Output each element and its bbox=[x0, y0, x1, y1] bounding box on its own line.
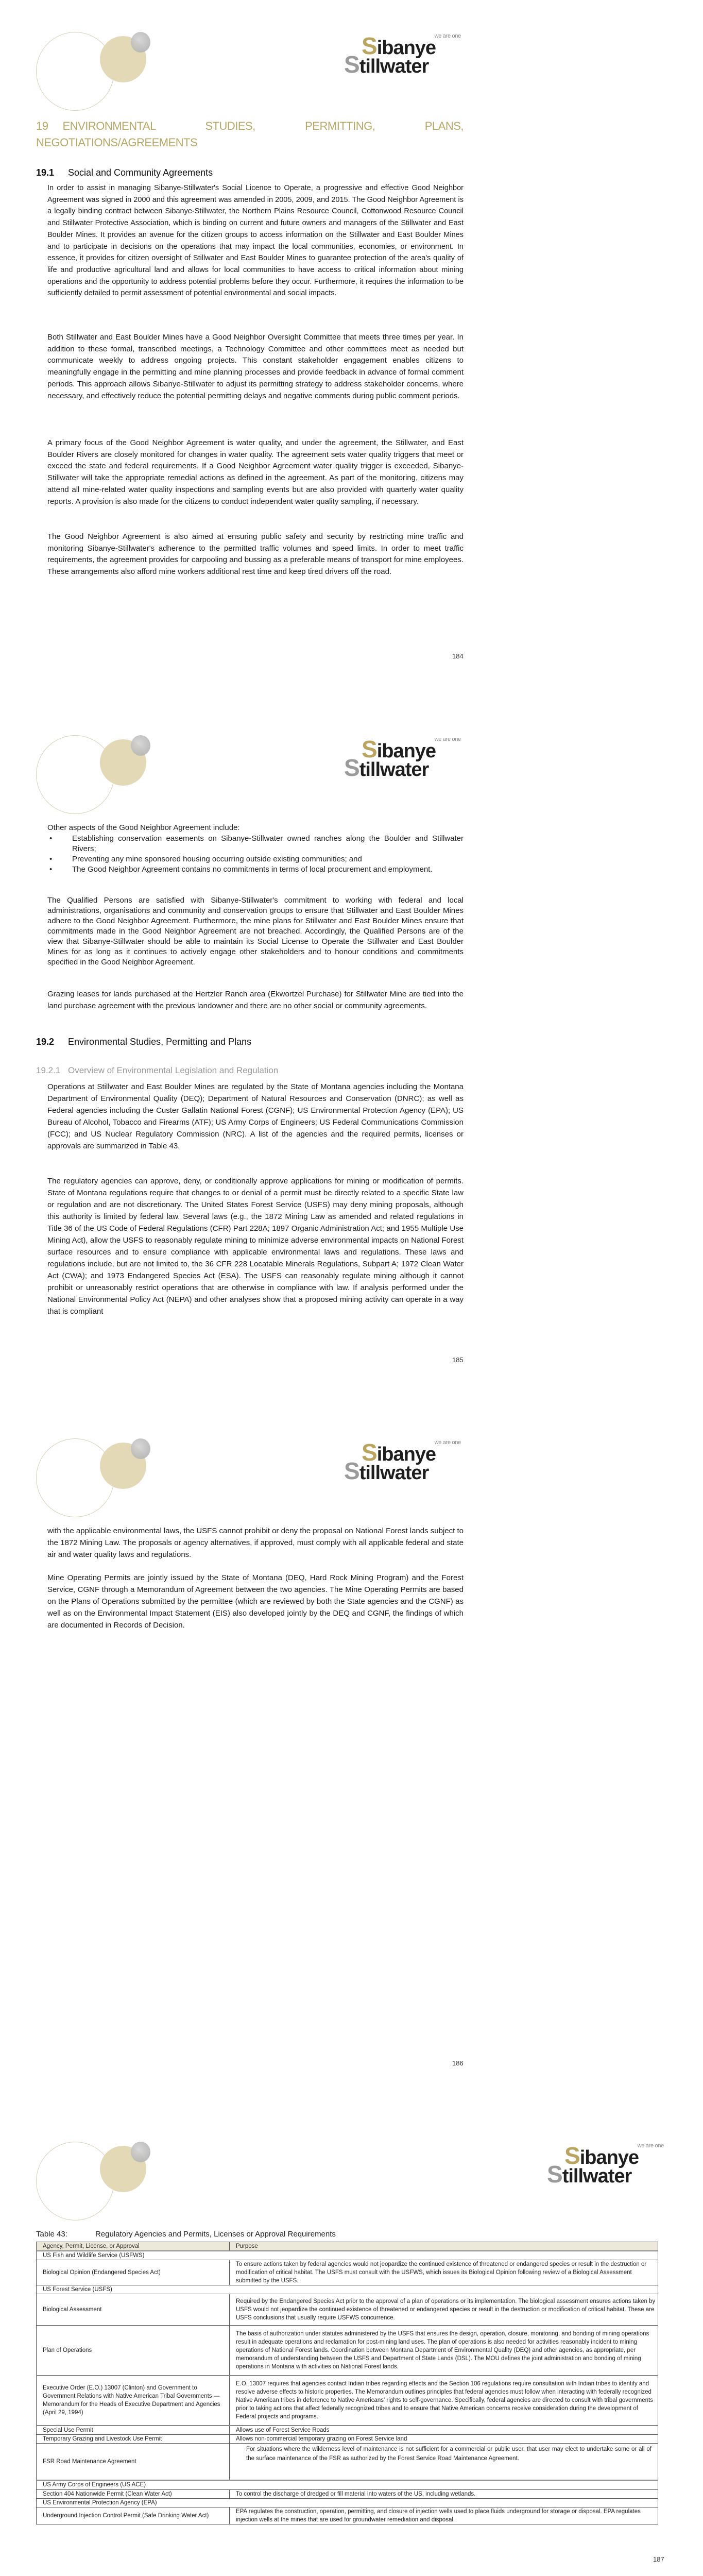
chapter-heading bbox=[36, 118, 464, 151]
logo-word: ibanye bbox=[579, 2147, 639, 2168]
logo-word: ibanye bbox=[376, 37, 436, 59]
permit-purpose: Allows non-commercial temporary grazing on Forest Service land bbox=[230, 2434, 658, 2443]
permit-name: Biological Opinion (Endangered Species Act) bbox=[37, 2260, 230, 2285]
section-heading bbox=[36, 166, 213, 179]
logo-word: tillwater bbox=[359, 1462, 429, 1484]
page-187 bbox=[0, 2110, 703, 2568]
permit-name: Underground Injection Control Permit (Safe Drinking Water Act) bbox=[37, 2507, 230, 2524]
permit-name: Plan of Operations bbox=[37, 2326, 230, 2376]
paragraph: with the applicable environmental laws, the USFS cannot prohibit or deny the proposal on National Forest lands subject to the 1872 Mining Law. The proposals or agency alternatives, if approved, must comply with all applicable federal and state air and water quality laws and regulations. bbox=[47, 1527, 464, 1559]
permit-name: Section 404 Nationwide Permit (Clean Water Act) bbox=[37, 2489, 230, 2498]
company-logo bbox=[344, 732, 465, 779]
bullet-icon: • bbox=[49, 834, 53, 843]
permit-name: Temporary Grazing and Livestock Use Permit bbox=[37, 2434, 230, 2443]
column-header: Purpose bbox=[230, 2242, 658, 2251]
chapter-number: 19 bbox=[36, 120, 48, 132]
logo-initial: S bbox=[564, 2142, 580, 2169]
agency-name: US Forest Service (USFS) bbox=[37, 2285, 658, 2294]
agency-name: US Army Corps of Engineers (US ACE) bbox=[37, 2480, 658, 2489]
logo-word: tillwater bbox=[359, 56, 429, 77]
permit-purpose: EPA regulates the construction, operation, permitting, and closure of injection wells used to place fluids underground for storage or disposal. EPA regulates injection wells at the mines that are used for groundwater remediation and disposal. bbox=[230, 2507, 658, 2524]
permit-purpose: To ensure actions taken by federal agencies would not jeopardize the continued existence of threatened or endangered species or result in the destruction or modification of critical habitat. The USFS must consult with the USFWS, which issues its Biological Opinion following review of a Biological Assessment submitted by the USFS. bbox=[230, 2260, 658, 2285]
page-number: 187 bbox=[653, 2555, 664, 2563]
table-group-row bbox=[37, 2480, 658, 2489]
table-row bbox=[37, 2426, 658, 2435]
paragraph: Grazing leases for lands purchased at the Hertzler Ranch area (Ekwortzel Purchase) for Stillwater Mine are tied into the land purchase agreement with the previous landowner and there are no other social or community agreements. bbox=[47, 990, 464, 1010]
section-number: 19.2 bbox=[36, 1037, 55, 1047]
permit-purpose: The basis of authorization under statutes administered by the USFS that ensures the design, operation, closure, monitoring, and bonding of mining operations result in adequate operations and reclamation for post-mining land uses. The plan of operations is also needed for activities reasonably incident to mining operations of National Forest lands. Coordination between Montana Department of Environmental Quality (DEQ) and other agencies, as appropriate, per memorandum of understanding between the USFS and Department of State Lands (DSL). The MOU defines the joint administration and bonding of mining operations in Montana with activities on National Forest lands. bbox=[230, 2326, 658, 2376]
logo-initial: S bbox=[362, 736, 377, 762]
permit-name: Special Use Permit bbox=[37, 2426, 230, 2435]
page-number: 184 bbox=[452, 652, 464, 660]
list-item-text: Preventing any mine sponsored housing occurring outside existing communities; and bbox=[72, 855, 362, 863]
bullet-list bbox=[47, 834, 464, 875]
page-186 bbox=[0, 1406, 703, 2110]
table-row bbox=[37, 2376, 658, 2426]
permit-name: Executive Order (E.O.) 13007 (Clinton) and Government to Government Relations with Native American Tribal Governments — Memorandum for the Heads of Executive Department and Agencies (April 29, 1994) bbox=[37, 2376, 230, 2426]
page-number: 185 bbox=[452, 1356, 464, 1364]
chapter-title: ENVIRONMENTAL STUDIES, PERMITTING, PLANS, NEGOTIATIONS/AGREEMENTS bbox=[36, 120, 464, 149]
logo-tagline: we are one bbox=[434, 33, 461, 39]
table-caption bbox=[36, 2229, 336, 2240]
table-row bbox=[37, 2443, 658, 2480]
logo-initial: S bbox=[362, 1439, 377, 1466]
table-group-row bbox=[37, 2498, 658, 2507]
logo-initial: S bbox=[344, 1458, 359, 1484]
permit-purpose: Required by the Endangered Species Act prior to the approval of a plan of operations or its implementation. The biological assessment ensures actions taken by USFS would not jeopardize the continued existence of threatened or endangered species or result in the destruction or modification of critical habitat. These are USFS conclusions that usually require USFWS concurrence. bbox=[230, 2294, 658, 2326]
company-logo bbox=[344, 29, 465, 76]
paragraph: A primary focus of the Good Neighbor Agreement is water quality, and under the agreement, the Stillwater, and East Boulder Rivers are closely monitored for changes in water quality. The agreement sets water quality triggers that meet or exceed the state and federal requirements. If a Good Neighbor Agreement water quality trigger is exceeded, Sibanye-Stillwater will take the appropriate remedial actions as defined in the agreement. As part of the monitoring, citizens may attend all mine-related water quality inspections and sampling events but are also provided with quarterly water quality reports. A provision is also made for the citizens to conduct independent water quality sampling, if necessary. bbox=[47, 438, 464, 506]
table-number: Table 43: bbox=[36, 2230, 67, 2239]
bullet-icon: • bbox=[49, 865, 53, 874]
page-number: 186 bbox=[452, 2059, 464, 2067]
table-group-row bbox=[37, 2285, 658, 2294]
table-title: Regulatory Agencies and Permits, Licenses or Approval Requirements bbox=[95, 2230, 336, 2239]
paragraph: The Good Neighbor Agreement is also aimed at ensuring public safety and security by restricting mine traffic and monitoring Sibanye-Stillwater's adherence to the permitted traffic volumes and speed limits. In order to meet traffic requirements, the agreement provides for carpooling and bussing as a preferable means of transport for mine employees. These arrangements also afford mine workers additional rest time and keep tired drivers off the road. bbox=[47, 532, 464, 577]
table-row bbox=[37, 2434, 658, 2443]
page-184 bbox=[0, 0, 703, 703]
permit-purpose: Allows use of Forest Service Roads bbox=[230, 2426, 658, 2435]
agency-name: US Environmental Protection Agency (EPA) bbox=[37, 2498, 658, 2507]
logo-tagline: we are one bbox=[637, 2143, 664, 2149]
paragraph: In order to assist in managing Sibanye-Stillwater's Social Licence to Operate, a progressive and effective Good Neighbor Agreement was signed in 2000 and this agreement was amended in 2005, 2009, and 2015. The Good Neighbor Agreement is a legally binding contract between Sibanye-Stillwater, the Northern Plains Resource Council, Cottonwood Resource Council and Stillwater Protective Association, which is binding on current and future owners and managers of the Stillwater and East Boulder Mines. It provides an avenue for the citizen groups to access information on the Stillwater and East Boulder Mines and to participate in decisions on the operations that may impact the local communities, economies, or environment. In essence, it provides for citizen oversight of Stillwater and East Boulder Mines to guarantee protection of the area's quality of life and productive agricultural land and allows for local communities to have access to critical information about mining operations and the opportunity to address potential problems before they occur. Furthermore, it requires the information to be sufficiently detailed to permit assessment of potential environmental and social impacts. bbox=[47, 184, 464, 298]
logo-word: ibanye bbox=[376, 740, 436, 762]
page-185 bbox=[0, 703, 703, 1406]
list-item bbox=[47, 834, 464, 854]
logo-tagline: we are one bbox=[434, 736, 461, 742]
permit-purpose: For situations where the wilderness level of maintenance is not sufficient for a commercial or public user, that user may elect to undertake some or all of the surface maintenance of the FSR as authorized by the Forest Service Road Maintenance Agreement. bbox=[230, 2443, 658, 2480]
table-group-row bbox=[37, 2251, 658, 2260]
list-item-text: The Good Neighbor Agreement contains no commitments in terms of local procurement and employment. bbox=[72, 865, 433, 874]
subsection-title: Overview of Environmental Legislation and Regulation bbox=[68, 1065, 279, 1075]
section-number: 19.1 bbox=[36, 167, 55, 178]
section-title: Environmental Studies, Permitting and Plans bbox=[68, 1037, 252, 1047]
section-heading bbox=[36, 1036, 251, 1048]
paragraph: The Qualified Persons are satisfied with Sibanye-Stillwater's commitment to working with federal and local administrations, organisations and community and conservation groups to ensure that Stillwater and East Boulder Mines adhere to the Good Neighbor Agreement. Furthermore, the mine plans for Stillwater and East Boulder Mines ensure that commitments made in the Good Neighbor Agreement are not breached. Accordingly, the Qualified Persons are of the view that Sibanye-Stillwater should be able to maintain its Social License to Operate the Stillwater and East Boulder Mines for as long as it continues to actively engage other stakeholders and to honour conditions and commitments specified in the Good Neighbor Agreement. bbox=[47, 896, 464, 967]
list-intro: Other aspects of the Good Neighbor Agreement include: bbox=[47, 823, 240, 832]
permit-name: FSR Road Maintenance Agreement bbox=[37, 2443, 230, 2480]
list-item bbox=[47, 865, 464, 875]
permit-purpose: To control the discharge of dredged or fill material into waters of the US, including wetlands. bbox=[230, 2489, 658, 2498]
table-header-row bbox=[37, 2242, 658, 2251]
subsection-number: 19.2.1 bbox=[36, 1065, 61, 1075]
table-row bbox=[37, 2294, 658, 2326]
table-row bbox=[37, 2326, 658, 2376]
logo-tagline: we are one bbox=[434, 1439, 461, 1446]
bullet-icon: • bbox=[49, 855, 53, 863]
column-header: Agency, Permit, License, or Approval bbox=[37, 2242, 230, 2251]
logo-word: tillwater bbox=[359, 759, 429, 781]
agency-name: US Fish and Wildlife Service (USFWS) bbox=[37, 2251, 658, 2260]
paragraph: Both Stillwater and East Boulder Mines have a Good Neighbor Oversight Committee that meets three times per year. In addition to these formal, transcribed meetings, a Technology Committee and other committees meet as needed but communicate weekly to address ongoing projects. This constant stakeholder engagement enables citizens to meaningfully engage in the permitting and mine planning processes and provide feedback in advance of formal comment periods. This approach allows Sibanye-Stillwater to adjust its permitting strategy to address stakeholder concerns, where necessary, and effectively reduce the potential permitting delays and negative comments during public comment periods. bbox=[47, 333, 464, 400]
regulatory-table bbox=[36, 2242, 658, 2524]
logo-word: tillwater bbox=[562, 2165, 632, 2187]
logo-initial: S bbox=[362, 32, 377, 59]
subsection-heading bbox=[36, 1064, 278, 1077]
company-logo bbox=[344, 1435, 465, 1483]
table-row bbox=[37, 2260, 658, 2285]
logo-initial: S bbox=[344, 51, 359, 78]
list-item-text: Establishing conservation easements on Sibanye-Stillwater owned ranches along the Boulder and Stillwater Rivers; bbox=[72, 834, 464, 853]
company-logo bbox=[547, 2139, 668, 2186]
table-row bbox=[37, 2489, 658, 2498]
section-title: Social and Community Agreements bbox=[68, 167, 213, 178]
logo-word: ibanye bbox=[376, 1444, 436, 1465]
permit-purpose: E.O. 13007 requires that agencies contact Indian tribes regarding effects and the Section 106 regulations require consultation with Indian tribes to identify and resolve adverse effects to historic properties. The Memorandum outlines principles that federal agencies must follow when interacting with federally recognized Native American tribes in deference to Native Americans' rights to self-governance. Specifically, federal agencies are directed to consult with tribal governments prior to taking actions that affect federally recognized tribes and to ensure that Native American concerns receive consideration during the development of Federal projects and programs. bbox=[230, 2376, 658, 2426]
permit-name: Biological Assessment bbox=[37, 2294, 230, 2326]
paragraph: Operations at Stillwater and East Boulder Mines are regulated by the State of Montana agencies including the Montana Department of Environmental Quality (DEQ); Department of Natural Resources and Conservation (DNRC); as well as Federal agencies including the Custer Gallatin National Forest (CGNF); US Environmental Protection Agency (EPA); US Bureau of Alcohol, Tobacco and Firearms (ATF); US Army Corps of Engineers; US Federal Communications Commission (FCC); and US Nuclear Regulatory Commission (NRC). A list of the agencies and the required permits, licenses or approvals are summarized in Table 43. bbox=[47, 1082, 464, 1150]
logo-initial: S bbox=[344, 754, 359, 781]
paragraph: Mine Operating Permits are jointly issued by the State of Montana (DEQ, Hard Rock Mining Program) and the Forest Service, CGNF through a Memorandum of Agreement between the two agencies. The Mine Operating Permits are based on the Plans of Operations submitted by the permittee (which are reviewed by both the State agencies and the CGNF) as well as on the Environmental Impact Statement (EIS) also developed jointly by the DEQ and CGNF, the findings of which are documented in Records of Decision. bbox=[47, 1573, 464, 1630]
table-row bbox=[37, 2507, 658, 2524]
list-item bbox=[47, 854, 464, 865]
paragraph: The regulatory agencies can approve, deny, or conditionally approve applications for mining or modification of permits. State of Montana regulations require that changes to or denial of a permit must be directly related to a specific State law or regulation and are not discretionary. The United States Forest Service (USFS) may deny mining proposals, although this authority is limited by federal law. Several laws (e.g., the 1872 Mining Law as amended and related regulations in Title 36 of the US Code of Federal Regulations (CFR) Part 228A; 1897 Organic Administration Act; and 1955 Multiple Use Mining Act), allow the USFS to reasonably regulate mining to minimize adverse environmental impacts on National Forest surface resources and to ensure compliance with applicable environmental laws and regulations. These laws and regulations include, but are not limited to, the 36 CFR 228 Locatable Minerals Regulations, Subpart A; 1972 Clean Water Act (CWA); and 1973 Endangered Species Act (ESA). The USFS can reasonably regulate mining although it cannot prohibit or unreasonably restrict operations that are otherwise in compliance with law. If analysis performed under the National Environmental Policy Act (NEPA) and other analyses show that a proposed mining activity can operate in a way that is compliant bbox=[47, 1177, 464, 1316]
logo-initial: S bbox=[547, 2161, 562, 2188]
